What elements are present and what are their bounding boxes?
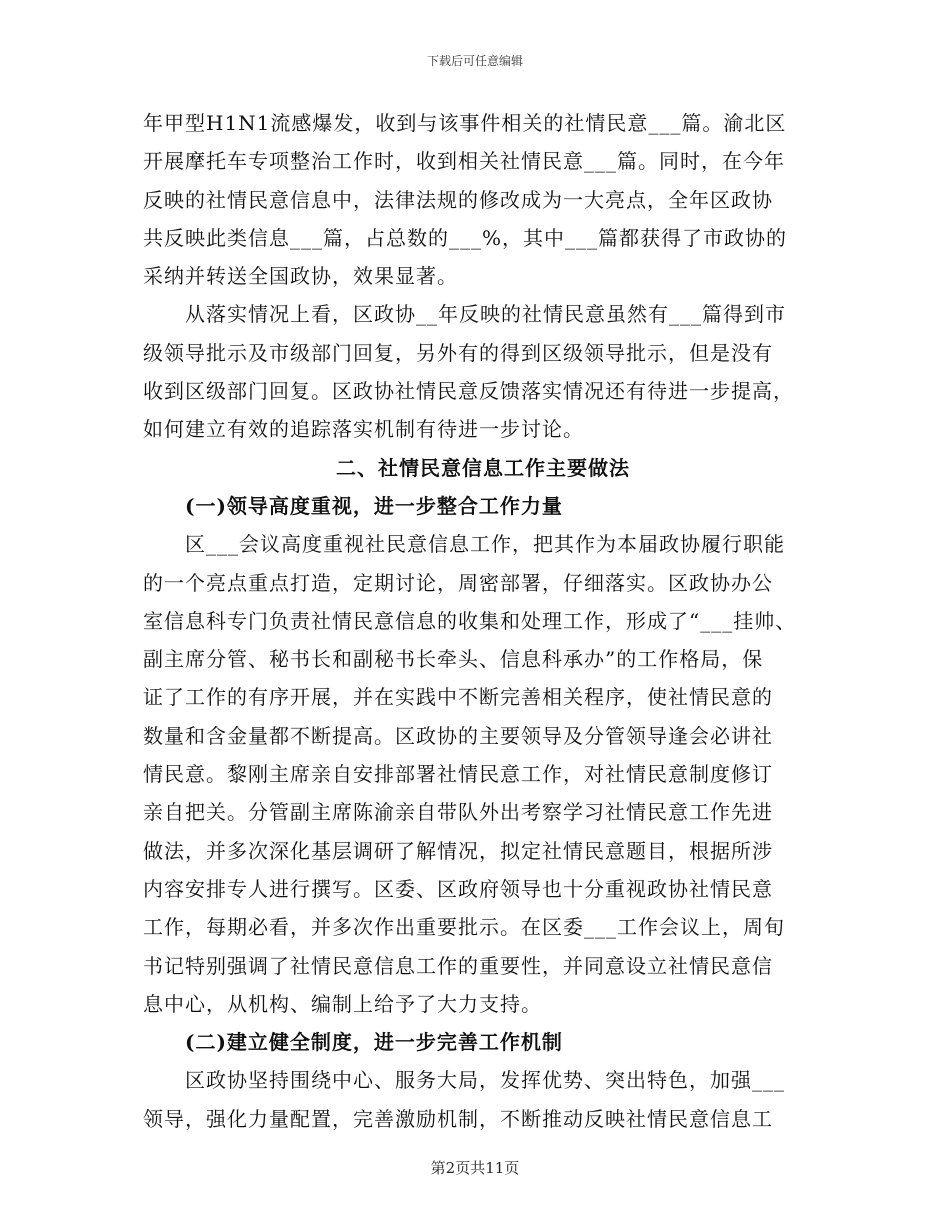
text-line: 领导，强化力量配置，完善激励机制，不断推动反映社情民意信息工	[143, 1106, 773, 1131]
text-line: 区政协坚持围绕中心、服务大局，发挥优势、突出特色，加强___	[185, 1068, 785, 1093]
text-line: 室信息科专门负责社情民意信息的收集和处理工作，形成了“___挂帅、	[143, 608, 797, 633]
text-line: 如何建立有效的追踪落实机制有待进一步讨论。	[143, 417, 584, 442]
text-line: 区___会议高度重视社民意信息工作，把其作为本届政协履行职能	[185, 532, 785, 557]
text-line: 书记特别强调了社情民意信息工作的重要性，并同意设立社情民意信	[143, 953, 773, 978]
text-line: 情民意。黎刚主席亲自安排部署社情民意工作，对社情民意制度修订	[143, 762, 773, 787]
text-line: 内容安排专人进行撰写。区委、区政府领导也十分重视政协社情民意	[143, 876, 773, 901]
text-line: 证了工作的有序开展，并在实践中不断完善相关程序，使社情民意的	[143, 685, 773, 710]
text-line: 级领导批示及市级部门回复，另外有的得到区级领导批示，但是没有	[143, 340, 773, 365]
text-line: 年甲型H1N1流感爆发，收到与该事件相关的社情民意___篇。渝北区	[143, 111, 787, 135]
text-line: 数量和含金量都不断提高。区政协的主要领导及分管领导逢会必讲社	[143, 723, 773, 748]
section-heading: 二、社情民意信息工作主要做法	[336, 455, 630, 480]
text-line: 亲自把关。分管副主席陈渝亲自带队外出考察学习社情民意工作先进	[143, 800, 773, 825]
text-line: 开展摩托车专项整治工作时，收到相关社情民意___篇。同时，在今年	[143, 149, 785, 174]
text-line: 收到区级部门回复。区政协社情民意反馈落实情况还有待进一步提高，	[143, 379, 794, 404]
text-line: 副主席分管、秘书长和副秘书长牵头、信息科承办”的工作格局，保	[143, 647, 764, 672]
text-line: 从落实情况上看，区政协__年反映的社情民意虽然有___篇得到市	[185, 302, 786, 327]
document-body	[143, 104, 823, 1138]
text-line: 采纳并转送全国政协，效果显著。	[143, 264, 458, 289]
text-line: 息中心，从机构、编制上给予了大力支持。	[143, 991, 542, 1016]
subsection-heading: (一)领导高度重视，进一步整合工作力量	[185, 493, 563, 518]
text-line: 反映的社情民意信息中，法律法规的修改成为一大亮点，全年区政协	[143, 187, 773, 212]
page-footer: 第2页共11页	[430, 1159, 520, 1177]
subsection-heading: (二)建立健全制度，进一步完善工作机制	[185, 1030, 563, 1055]
page-header: 下载后可任意编辑	[426, 54, 523, 68]
text-line: 共反映此类信息___篇，占总数的___%，其中___篇都获得了市政协的	[143, 225, 788, 250]
text-line: 的一个亮点重点打造，定期讨论，周密部署，仔细落实。区政协办公	[143, 570, 773, 595]
text-line: 做法，并多次深化基层调研了解情况，拟定社情民意题目，根据所涉	[143, 838, 773, 863]
text-line: 工作，每期必看，并多次作出重要批示。在区委___工作会议上，周旬	[143, 915, 785, 940]
